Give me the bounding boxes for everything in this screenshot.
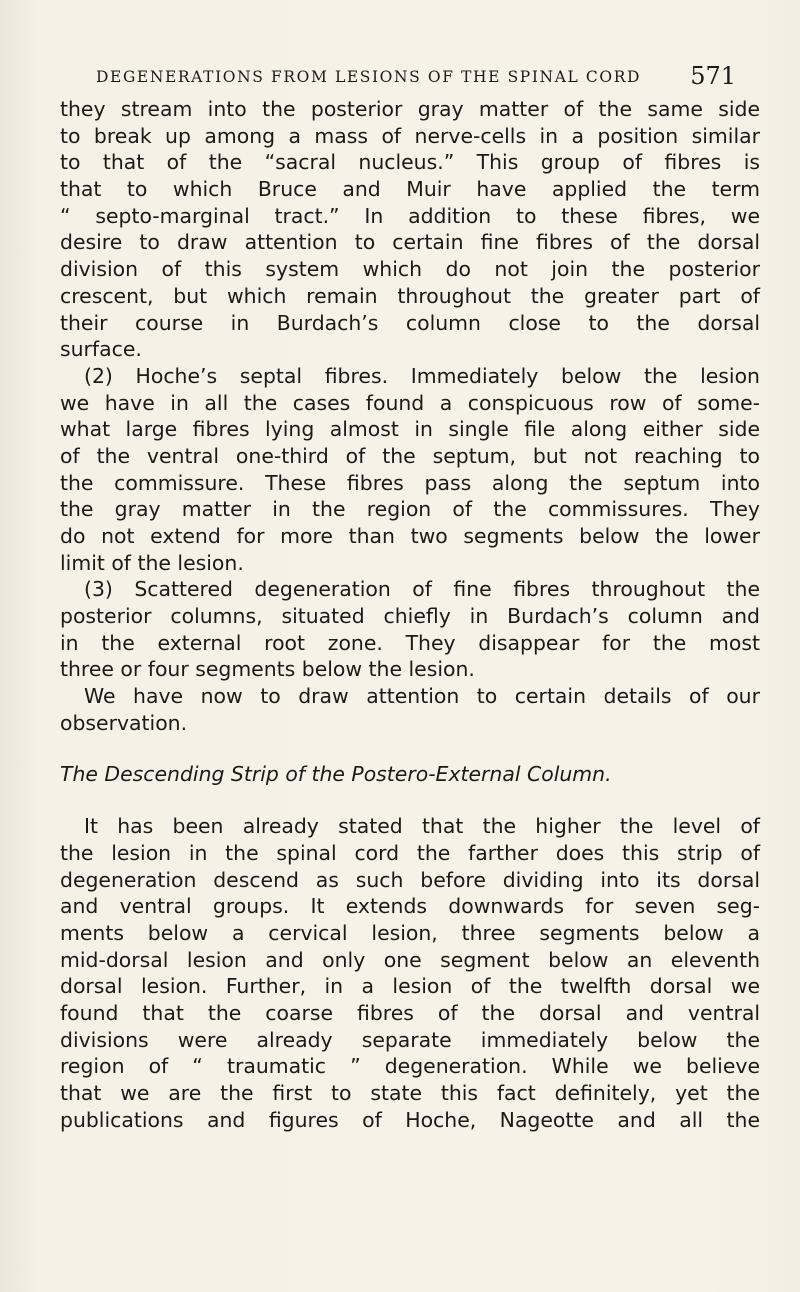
text-line: division of this system which do not join the posterior: [60, 257, 760, 282]
page-header: [96, 62, 736, 94]
text-line: (2) Hoche’s septal fibres. Immediately below the lesion: [84, 363, 760, 388]
text-line: It has been already stated that the higher the level of: [84, 814, 760, 839]
text-line: that we are the first to state this fact definitely, yet the: [60, 1081, 760, 1106]
text-line: limit of the lesion.: [60, 550, 244, 575]
text-line: desire to draw attention to certain fine fibres of the dorsal: [60, 230, 760, 255]
text-line: do not extend for more than two segments below the lower: [60, 524, 760, 548]
text-line: to that of the “sacral nucleus.” This group of fibres is: [60, 150, 760, 175]
text-line: mid-dorsal lesion and only one segment below an eleventh: [60, 947, 760, 972]
text-line: divisions were already separate immediately below the: [60, 1027, 760, 1052]
spacer: [60, 787, 760, 813]
text-line: observation.: [60, 710, 188, 735]
text-line: region of “ traumatic ” degeneration. While we believe: [60, 1054, 760, 1079]
text-line: we have in all the cases found a conspicuous row of some-: [60, 390, 760, 415]
text-line: the lesion in the spinal cord the farther does this strip of: [60, 840, 760, 865]
text-line: crescent, but which remain throughout the greater part of: [60, 283, 760, 308]
text-line: what large fibres lying almost in single file along either side: [60, 417, 760, 442]
text-line: (3) Scattered degeneration of fine fibres throughout the: [84, 577, 760, 602]
paragraph-observation: [60, 683, 760, 736]
text-line: degeneration descend as such before dividing into its dorsal: [60, 867, 760, 892]
text-line: “ septo-marginal tract.” In addition to these fibres, we: [60, 203, 760, 228]
spacer: [60, 737, 760, 761]
text-line: the commissure. These fibres pass along the septum into: [60, 470, 760, 495]
paragraph-scattered-degeneration: [60, 576, 760, 683]
text-line: and ventral groups. It extends downwards for seven seg-: [60, 894, 760, 919]
text-line: in the external root zone. They disappear for the most: [60, 630, 760, 655]
text-line: dorsal lesion. Further, in a lesion of the twelfth dorsal we: [60, 974, 760, 999]
text-line: the gray matter in the region of the commissures. They: [60, 497, 760, 522]
text-line: posterior columns, situated chiefly in Burdach’s column and: [60, 604, 760, 629]
text-line: publications and figures of Hoche, Nageotte and all the: [60, 1107, 760, 1132]
paragraph-continuation: [60, 96, 760, 363]
text-line: We have now to draw attention to certain details of our: [84, 684, 760, 709]
text-line: of the ventral one-third of the septum, but not reaching to: [60, 443, 760, 468]
text-line: surface.: [60, 337, 142, 362]
text-line: found that the coarse fibres of the dorsal and ventral: [60, 1001, 760, 1025]
running-head: DEGENERATIONS FROM LESIONS OF THE SPINAL CORD: [96, 68, 641, 86]
section-heading: The Descending Strip of the Postero-External Column.: [60, 761, 612, 786]
body-text: [60, 96, 760, 1133]
text-line: ments below a cervical lesion, three segments below a: [60, 920, 760, 945]
text-line: they stream into the posterior gray matter of the same side: [60, 97, 760, 121]
text-line: to break up among a mass of nerve-cells in a position similar: [60, 123, 760, 148]
text-line: three or four segments below the lesion.: [60, 657, 475, 682]
text-line: their course in Burdach’s column close to the dorsal: [60, 310, 760, 335]
paragraph-descending-strip: [60, 813, 760, 1133]
paragraph-hoche-septal: [60, 363, 760, 577]
text-line: that to which Bruce and Muir have applied the term: [60, 177, 760, 202]
page-number: 571: [690, 62, 736, 90]
